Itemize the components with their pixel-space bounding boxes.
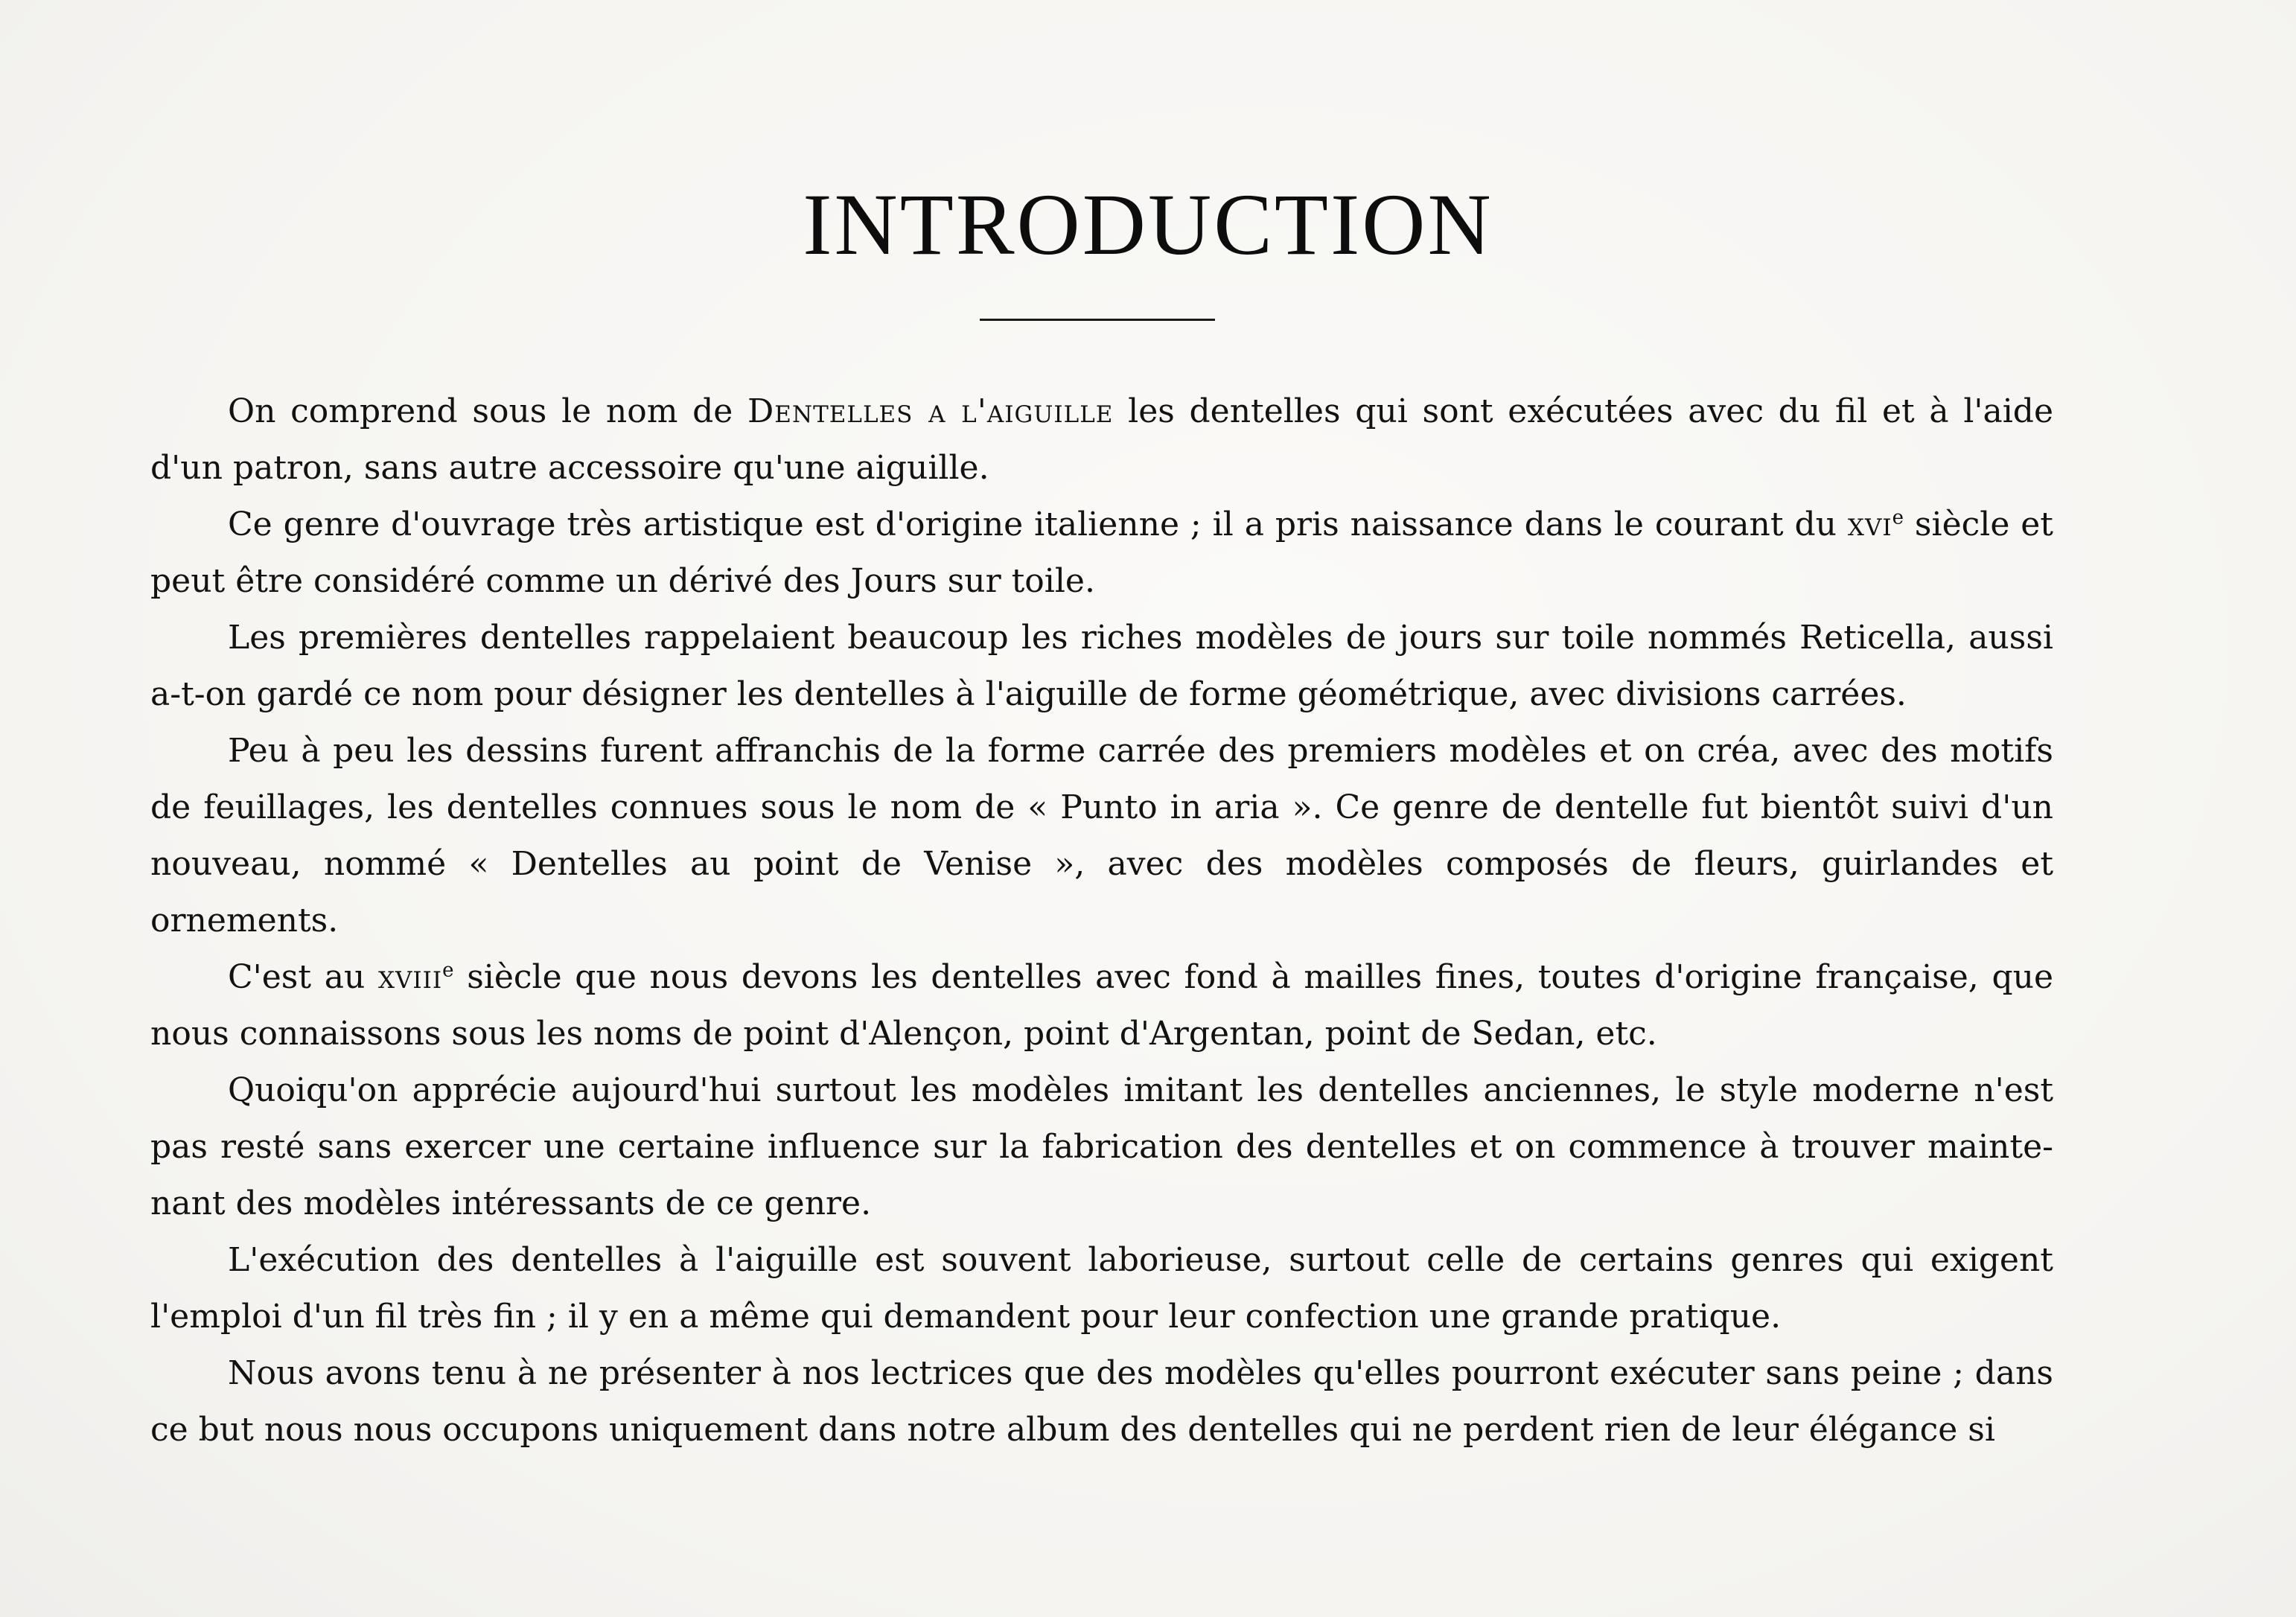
paragraph-7: L'exécution des dentelles à l'aiguille est souvent laborieuse, surtout celle de certains genres qui exigent l'emploi d'un fil très fin ; il y en a même qui demandent pour leur confection une grande pratique.: [150, 1241, 2053, 1336]
paragraph-1-smallcaps-term: Dentelles a l'aiguille: [747, 392, 1114, 430]
paragraph-2-century: xvi: [1847, 505, 1892, 543]
body-text: [150, 383, 2053, 1458]
paragraph-4: Peu à peu les dessins furent affranchis de la forme carrée des premiers modèles et on créa, avec des motifs de feuillages, les dentelles connues sous le nom de « Punto in aria ». Ce genre de dentelle fut bientôt suivi d'un nouveau, nommé « Dentelles au point de Venise », avec des modèles composés de fleurs, guirlandes et ornements.: [150, 732, 2053, 940]
paragraph-5-text-after: siècle que nous devons les dentelles avec fond à mailles fines, toutes d'origine française, que nous connaissons sous les noms de point d'Alençon, point d'Argentan, point de Sedan, etc.: [150, 958, 2053, 1053]
paragraph-8: Nous avons tenu à ne présenter à nos lectrices que des modèles qu'elles pourront exécuter sans peine ; dans ce but nous nous occupons uniquement dans notre album des dentelles qui ne perdent rien de leur élégance si: [150, 1354, 2053, 1449]
paragraph-2-text-before: Ce genre d'ouvrage très artistique est d'origine italienne ; il a pris naissance dans le courant du: [228, 505, 1848, 543]
paragraph-2-century-suffix: e: [1892, 506, 1904, 529]
paragraph-2: [150, 497, 2053, 610]
paragraph-1: [150, 383, 2053, 497]
paragraph-5-text-before: C'est au: [228, 958, 378, 996]
paragraph-5-century: xviii: [377, 958, 443, 996]
paragraph-1-text-after: les dentelles qui sont exécutées avec du fil et à l'aide d'un patron, sans autre accessoire qu'une aiguille.: [150, 392, 2053, 487]
title-divider: [980, 319, 1215, 321]
paragraph-1-text-before: On comprend sous le nom de: [228, 392, 748, 430]
paragraph-2-text-after: siècle et peut être considéré comme un dérivé des Jours sur toile.: [150, 505, 2053, 600]
paragraph-3: Les premières dentelles rappelaient beaucoup les riches modèles de jours sur toile nommés Reticella, aussi a-t-on gardé ce nom pour désigner les dentelles à l'aiguille de forme géométrique, avec divisions carrées.: [150, 619, 2053, 713]
paragraph-6: Quoiqu'on apprécie aujourd'hui surtout les modèles imitant les dentelles anciennes, le style moderne n'est pas resté sans exercer une certaine influence sur la fabrication des dentelles et on commence à trouver mainte-nant des modèles intéressants de ce genre.: [150, 1071, 2053, 1222]
paragraph-5-century-suffix: e: [442, 959, 454, 982]
page-title: INTRODUCTION: [803, 176, 1493, 273]
paragraph-5: [150, 949, 2053, 1062]
